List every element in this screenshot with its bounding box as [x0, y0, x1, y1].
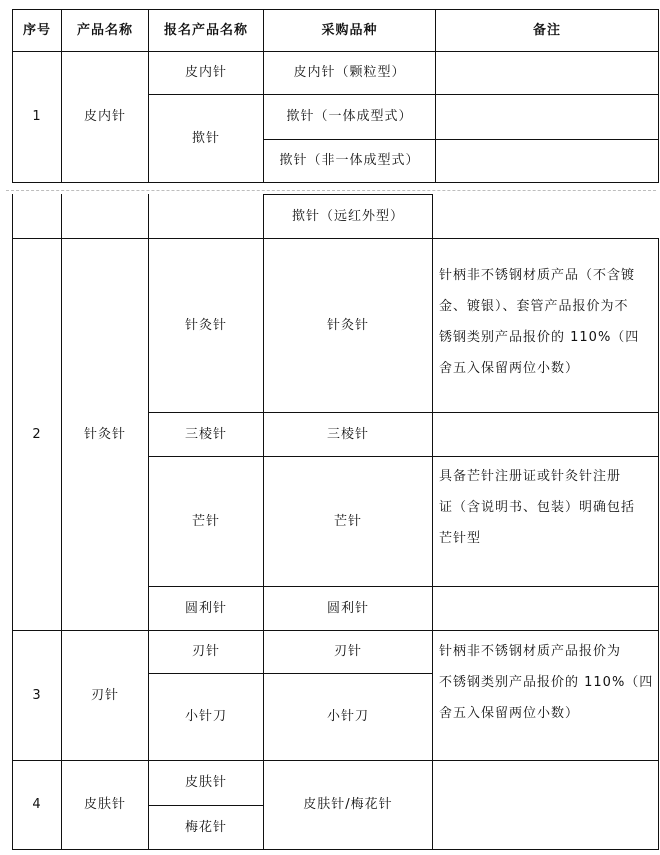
remark-line: 具备芒针注册证或针灸针注册 — [439, 469, 622, 484]
remark-line: 针柄非不锈钢材质产品（不含镀 — [439, 268, 636, 283]
grid-line — [435, 139, 659, 140]
row-seq: 1 — [32, 109, 42, 124]
row-seq: 3 — [32, 687, 42, 703]
row-purchase-item: 刃针 — [333, 644, 362, 659]
row-product-name: 针灸针 — [83, 426, 126, 442]
row-purchase-item: 针灸针 — [326, 317, 369, 333]
row-reg-name: 芒针 — [191, 513, 220, 529]
row-purchase-item: 揿针（远红外型） — [291, 208, 404, 224]
grid-line — [658, 238, 659, 850]
grid-line — [435, 94, 659, 95]
row-product-name: 刃针 — [90, 687, 119, 703]
grid-line — [12, 182, 435, 183]
grid-line — [435, 182, 659, 183]
grid-line — [435, 51, 659, 52]
remark-line: 芒针型 — [439, 531, 482, 546]
row-purchase-item: 揿针（非一体成型式） — [279, 153, 420, 168]
remark-line: 金、镀银）、套管产品报价为不 — [439, 299, 629, 314]
header-reg-product: 报名产品名称 — [163, 22, 248, 38]
row-product-name: 皮内针 — [83, 109, 126, 124]
grid-line — [12, 849, 658, 850]
remark-line: 舍五入保留两位小数） — [439, 361, 580, 376]
row-reg-name: 小针刀 — [184, 709, 227, 724]
header-remark: 备注 — [532, 22, 561, 38]
grid-line — [658, 9, 659, 183]
row-reg-name: 刃针 — [191, 644, 220, 659]
row-remark — [439, 636, 657, 729]
header-product: 产品名称 — [76, 22, 133, 38]
row-seq: 2 — [32, 426, 42, 442]
grid-line — [432, 194, 433, 850]
remark-line: 针柄非不锈钢材质产品报价为 — [439, 644, 622, 659]
row-purchase-item: 芒针 — [333, 513, 362, 529]
row-reg-name: 针灸针 — [184, 317, 227, 333]
remark-line: 舍五入保留两位小数） — [439, 706, 580, 721]
row-reg-name: 三棱针 — [184, 426, 227, 442]
row-remark — [439, 461, 657, 554]
row-purchase-item: 皮内针（颗粒型） — [293, 65, 406, 80]
remark-line: 证（含说明书、包装）明确包括 — [439, 500, 636, 515]
row-purchase-item: 皮肤针/梅花针 — [303, 797, 393, 812]
row-reg-name: 梅花针 — [184, 819, 227, 835]
row-reg-name: 圆利针 — [184, 600, 227, 616]
header-seq: 序号 — [22, 22, 51, 38]
row-purchase-item: 揿针（一体成型式） — [286, 109, 413, 124]
row-remark — [439, 260, 657, 384]
row-purchase-item: 三棱针 — [326, 426, 369, 442]
row-reg-name: 皮肤针 — [184, 775, 227, 790]
row-purchase-item: 圆利针 — [326, 600, 369, 616]
remark-line: 不锈钢类别产品报价的 110%（四 — [439, 675, 654, 690]
header-purchase: 采购品种 — [321, 22, 378, 38]
row-purchase-item: 小针刀 — [326, 709, 369, 724]
page-break-dashed-line — [6, 190, 656, 191]
row-seq: 4 — [32, 797, 42, 812]
remark-line: 锈钢类别产品报价的 110%（四 — [439, 330, 640, 345]
row-reg-name: 揿针 — [191, 130, 220, 146]
row-reg-name: 皮内针 — [184, 65, 227, 80]
row-product-name: 皮肤针 — [83, 797, 126, 812]
